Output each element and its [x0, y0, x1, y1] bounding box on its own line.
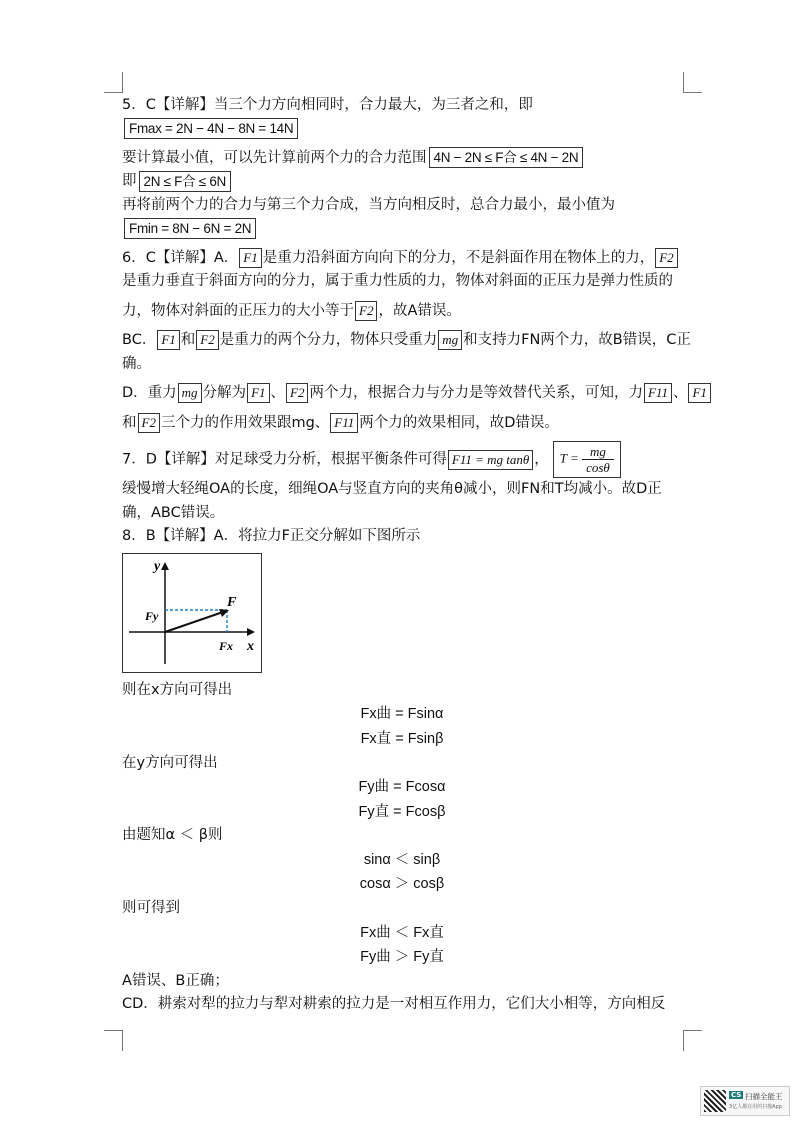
- q6-comma: 、: [672, 385, 688, 402]
- q6-f2-symbol: F2: [355, 301, 377, 321]
- q6-line7-b: 三个力的作用效果跟mg、: [160, 414, 330, 431]
- q6-f1-symbol: F1: [247, 383, 269, 403]
- qr-code-icon: [704, 1090, 726, 1112]
- q6-f11-symbol: F11: [644, 383, 672, 403]
- q8-given: 由题知α ＜ β则: [122, 827, 223, 844]
- q6-f1-symbol: F1: [239, 248, 261, 268]
- q6-line1-b: 是重力沿斜面方向向下的分力，不是斜面作用在物体上的力，: [262, 249, 655, 266]
- q7-fraction-denominator: cosθ: [586, 460, 610, 476]
- q5-fmin-formula: Fmin = 8N − 6N = 2N: [124, 218, 256, 239]
- q6-line3-a: 力，物体对斜面的正压力的大小等于: [122, 302, 354, 319]
- q6-line2: 是重力垂直于斜面方向的分力，属于重力性质的力，物体对斜面的正压力是弹力性质的: [122, 273, 673, 290]
- q6-line6-b: 分解为: [202, 385, 247, 402]
- q5-range2-formula: 2N ≤ F合 ≤ 6N: [139, 171, 231, 192]
- q6-line4-c: 和支持力FN两个力，故B错误，C正: [463, 332, 691, 349]
- q7-tension-formula: [553, 441, 621, 478]
- q8-then: 则可得到: [122, 900, 180, 917]
- watermark-name: 扫描全能王: [745, 1092, 783, 1101]
- force-vector: [165, 612, 223, 632]
- q6-line6-a: D．重力: [122, 385, 177, 402]
- q6-line4-b: 是重力的两个分力，物体只受重力: [219, 332, 438, 349]
- q6-line6-c: 两个力，根据合力与分力是等效替代关系，可知，力: [309, 385, 643, 402]
- q8-conclusion: A错误、B正确；: [122, 972, 229, 989]
- q6-f1-symbol: F1: [157, 330, 179, 350]
- document-page: 5．C【详解】当三个力方向相同时，合力最大，为三者之和，即 Fmax = 2N − 4N − 8N = 14N 要计算最小值，可以先计算前两个力的合力范围 4N − 2N ≤ F合 ≤ 4N − 2N 即 2N ≤ F合 ≤ 6N 再将前两个力的合力与第三个力合成，当方向相反时，总合力最小，最小值为 Fmin = 8N − 6N = 2N 6．C【详解】A． F1 是重力沿斜面方向向下的分力，不是斜面作用在物体上的力， F2 是重力垂直于斜面方向的分力，属于重力性质的力，物体对斜面的正压力是弹力性质的 力，物体对斜面的正压力的大小等于 F2 ，故A错误。 BC． F1 和 F2 是重力的两个分力，物体只受重力 mg 和支持力FN两个力，故B错误，C正 确。 D．重力 mg 分解为 F1 、 F2 两个力，根据合力与分力是等效替代关系，可知，力 F11 、 F1 和 F2 三个力的作用效果跟mg、 F11 两个力的效果相同，故D错误。 7．D【详解】对足球受力分析，根据平衡条件可得 F11 = mg tanθ ， T = $\frac{mg}{\cos\theta}$ 缓慢增大轻绳OA的长度，细绳OA与竖直方向的夹角θ减小，则FN和T均减小。故D正 确，ABC错误。 8．B【详解】A．将拉力F正交分解如下图所示 y x F Fy Fx 则在x方向可得出 Fx曲 = Fsinα Fx直 = Fsinβ 在y方向可得出 Fy曲 = Fcosα Fy直 = Fcosβ 由题知α ＜ β则 sinα ＜ sinβ cosα ＞ cosβ 则可得到 Fx曲 ＜ Fx直 Fy曲 ＞ Fy直 A错误、B正确； CD．耕索对犁的拉力与犁对耕索的拉力是一对相互作用力，它们大小相等，方向相反: [122, 94, 682, 1017]
- crop-mark-bottom-right: [683, 1030, 702, 1051]
- q6-and: 和: [180, 332, 196, 349]
- q8-y-direction: 在y方向可得出: [122, 754, 218, 771]
- q6-line3-b: ，故A错误。: [378, 302, 461, 319]
- q5-fmax-formula: Fmax = 2N − 4N − 8N = 14N: [124, 118, 298, 139]
- q8-eq1: Fx曲 = Fsinα: [360, 706, 444, 723]
- q6-f1-symbol: F1: [688, 383, 710, 403]
- q5-combine-text: 再将前两个力的合力与第三个力合成，当方向相反时，总合力最小，最小值为: [122, 196, 615, 213]
- fx-label: Fx: [219, 638, 234, 653]
- q6-f2-symbol: F2: [286, 383, 308, 403]
- q5-ji: 即: [122, 173, 137, 190]
- q6-and: 和: [122, 414, 137, 431]
- q8-line1: 8．B【详解】A．将拉力F正交分解如下图所示: [122, 528, 421, 545]
- watermark-sub: 3亿人都在用的扫描App: [729, 1104, 782, 1110]
- q6-mg-symbol: mg: [178, 383, 202, 403]
- y-axis-arrow: [161, 562, 169, 570]
- q6-f2-symbol: F2: [196, 330, 218, 350]
- q8-eq6: cosα ＞ cosβ: [359, 876, 445, 893]
- q7-fraction: [582, 444, 614, 475]
- q6-line4-a: BC．: [122, 332, 157, 349]
- q8-eq7: Fx曲 ＜ Fx直: [360, 924, 444, 941]
- q6-line1-a: 6．C【详解】A．: [122, 249, 239, 266]
- force-label: F: [227, 594, 237, 610]
- q8-eq2: Fx直 = Fsinβ: [360, 730, 444, 747]
- q8-eq4: Fy直 = Fcosβ: [358, 803, 446, 820]
- q8-x-direction: 则在x方向可得出: [122, 681, 233, 698]
- q7-line2: 缓慢增大轻绳OA的长度，细绳OA与竖直方向的夹角θ减小，则FN和T均减小。故D正: [122, 481, 662, 498]
- crop-mark-top-left: [104, 72, 123, 93]
- q6-line7-c: 两个力的效果相同，故D错误。: [359, 414, 559, 431]
- force-decomposition-figure: [122, 553, 262, 673]
- q6-f2-symbol: F2: [655, 248, 677, 268]
- q6-f2-symbol: F2: [138, 413, 160, 433]
- scanner-watermark: [700, 1086, 790, 1116]
- q7-line1-a: 7．D【详解】对足球受力分析，根据平衡条件可得: [122, 451, 447, 468]
- q6-line5: 确。: [122, 355, 151, 372]
- q7-fraction-numerator: mg: [582, 444, 614, 460]
- q6-f11-symbol: F11: [330, 413, 358, 433]
- q5-range-formula: 4N − 2N ≤ F合 ≤ 4N − 2N: [429, 147, 584, 168]
- q8-cd-text: CD．耕索对犁的拉力与犁对耕索的拉力是一对相互作用力，它们大小相等，方向相反: [122, 996, 666, 1013]
- q8-eq5: sinα ＜ sinβ: [363, 851, 441, 868]
- q6-mg-symbol: mg: [438, 330, 462, 350]
- crop-mark-bottom-left: [104, 1030, 123, 1051]
- crop-mark-top-right: [683, 72, 702, 93]
- q6-comma: 、: [270, 385, 286, 402]
- q5-intro: 5．C【详解】当三个力方向相同时，合力最大，为三者之和，即: [122, 97, 533, 113]
- q8-eq3: Fy曲 = Fcosα: [358, 779, 446, 795]
- force-diagram: [123, 554, 261, 672]
- q7-tan-formula: F11 = mg tanθ: [448, 450, 533, 470]
- q7-t-equals: T =: [559, 450, 579, 466]
- y-axis-label: y: [154, 558, 161, 574]
- q8-eq8: Fy曲 ＞ Fy直: [360, 949, 444, 966]
- x-axis-arrow: [247, 628, 255, 636]
- q7-line3: 确，ABC错误。: [122, 504, 225, 521]
- q5-min-text: 要计算最小值，可以先计算前两个力的合力范围: [122, 149, 427, 166]
- x-axis-label: x: [247, 638, 254, 654]
- cs-badge: CS: [731, 1091, 742, 1099]
- fy-label: Fy: [145, 608, 159, 623]
